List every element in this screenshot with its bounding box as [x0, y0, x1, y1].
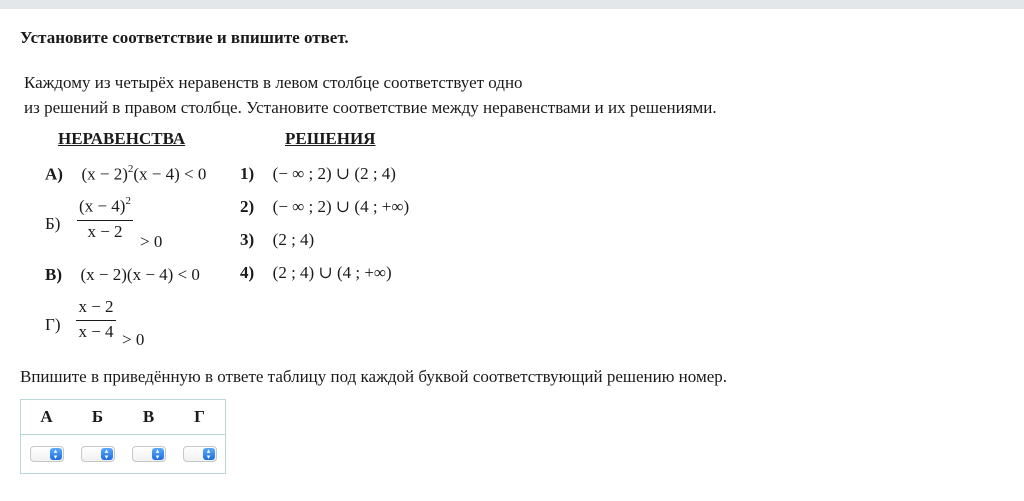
answer-select-b[interactable] [81, 446, 115, 462]
inequality-b-fraction [77, 196, 133, 242]
select-arrows-icon: ▴ ▾ [152, 448, 164, 460]
answer-cell-a [21, 435, 73, 474]
solution-1-text: (− ∞ ; 2) ∪ (2 ; 4) [272, 164, 396, 183]
answer-instruction: Впишите в приведённую в ответе таблицу под каждой буквой соответствующий решению номер. [20, 367, 728, 386]
answer-select-v[interactable] [132, 446, 166, 462]
inequalities-column-header: НЕРАВЕНСТВА [58, 129, 186, 148]
inequality-a-expr-right: (x − 4) < 0 [133, 164, 207, 184]
inequality-v-expr: (x − 2)(x − 4) < 0 [80, 265, 200, 284]
inequality-g-numerator: x − 2 [78, 297, 114, 316]
solutions-column-header: РЕШЕНИЯ [285, 129, 376, 148]
inequality-g-tail: > 0 [122, 330, 145, 349]
solution-1 [240, 164, 396, 184]
solution-3 [240, 230, 314, 250]
inequality-a-label: А) [45, 164, 63, 184]
inequality-a [45, 164, 206, 185]
answer-table-select-row [21, 435, 226, 474]
solution-2-text: (− ∞ ; 2) ∪ (4 ; +∞) [272, 197, 410, 216]
inequality-g-fraction [76, 297, 116, 342]
solution-2-label: 2) [240, 197, 255, 216]
solution-4-label: 4) [240, 263, 255, 282]
solution-2 [240, 197, 409, 217]
solution-1-label: 1) [240, 164, 255, 183]
answer-table [20, 399, 226, 474]
task-intro [24, 70, 717, 120]
solution-4 [240, 263, 392, 283]
answer-select-a[interactable] [30, 446, 64, 462]
inequality-b-numerator: (x − 4) [79, 196, 126, 216]
inequality-g-denominator: x − 4 [78, 322, 114, 341]
inequality-a-exponent: 2 [127, 163, 134, 175]
inequality-v [45, 265, 200, 285]
task-heading: Установите соответствие и впишите ответ. [20, 28, 349, 47]
answer-header-a: А [21, 400, 73, 435]
top-bar [0, 0, 1024, 9]
solution-3-label: 3) [240, 230, 255, 249]
answer-header-b: Б [72, 400, 123, 435]
inequality-b-tail: > 0 [140, 232, 163, 251]
intro-line-1: Каждому из четырёх неравенств в левом столбце соответствует одно [24, 73, 523, 92]
solution-4-text: (2 ; 4) ∪ (4 ; +∞) [272, 263, 392, 282]
solution-3-text: (2 ; 4) [272, 230, 315, 249]
inequality-b-denominator: x − 2 [87, 221, 123, 241]
answer-cell-g [174, 435, 226, 474]
select-arrows-icon: ▴ ▾ [101, 448, 113, 460]
select-arrows-icon: ▴ ▾ [203, 448, 215, 460]
intro-line-2: из решений в правом столбце. Установите соответствие между неравенствами и их решениями. [24, 98, 717, 117]
answer-header-v: В [123, 400, 174, 435]
inequality-g-label: Г) [45, 315, 61, 334]
inequality-a-expr-left: (x − 2) [81, 164, 128, 184]
answer-cell-v [123, 435, 174, 474]
inequality-v-label: В) [45, 265, 62, 284]
select-arrows-icon: ▴ ▾ [50, 448, 62, 460]
inequality-b-label: Б) [45, 214, 61, 233]
answer-header-g: Г [174, 400, 226, 435]
answer-select-g[interactable] [183, 446, 217, 462]
inequality-b-numerator-exponent: 2 [125, 195, 131, 207]
answer-cell-b [72, 435, 123, 474]
answer-table-header-row [21, 400, 226, 435]
